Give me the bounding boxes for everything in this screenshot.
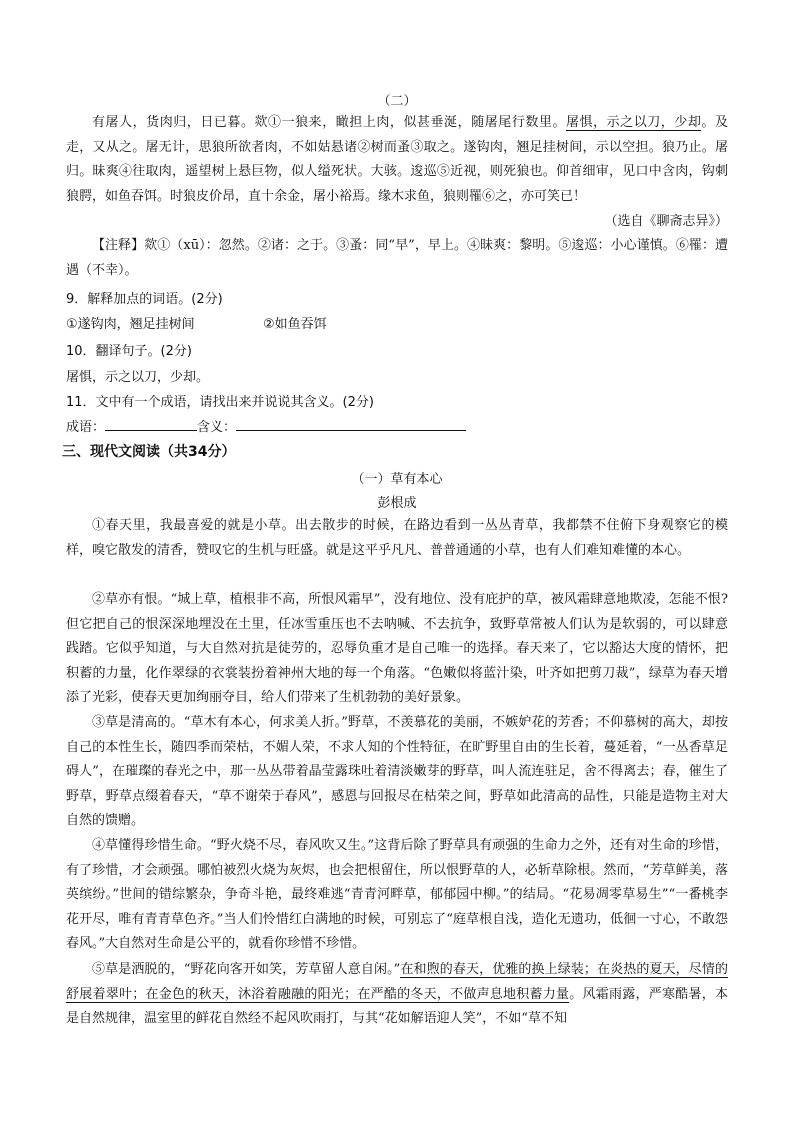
- underlined-sentence: 屠惧，示之以刀，少却: [566, 115, 702, 130]
- underlined-description: 在和煦的春天，优雅的换上绿装；在炎热的夏天，尽情的舒展着翠叶；在金色的秋天，沐浴着融融的阳光；在严酷的冬天，不做声息地积蓄力量: [66, 962, 728, 1002]
- passage-text-b: 。及走，又从之。屠无计，思狼所欲者肉，不如姑悬诸②树而蚤③取之。遂钩肉，翘足挂树间，示以空担。狼乃止。屠归。昧爽④往取肉，遥望树上悬巨物，似人缢死状。大骇。逡巡⑤近视，则死狼也。仰首细审，见口中含肉，钩刺狼腭，如鱼吞饵。时狼皮价昂，直十余金，屠小裕焉。缘木求鱼，狼则罹⑥之，亦可笑已！: [66, 115, 728, 204]
- meaning-label: 含义：: [197, 420, 237, 435]
- paragraph-5-text-b: 。风霜雨露，严寒酷暑，本是自然规律，温室里的鲜花自然经不起风吹雨打，与其“花如解语迎人笑”，不如“草不知: [66, 986, 728, 1026]
- article-paragraph-5: [66, 958, 728, 1032]
- article-paragraph-2: ②草亦有恨。“城上草，植根非不高，所恨风霜早”，没有地位、没有庇护的草，被风霜肆意地欺凌，怎能不恨?但它把自己的恨深深地埋没在土里，任冰雪重压也不去呐喊、不去抗争，致野草常被人们认为是软弱的，可以肆意践踏。它似乎知道，与大自然对抗是徒劳的，忍辱负重才是自己唯一的选择。春天来了，它以豁达大度的情怀，把积蓄的力量，化作翠绿的衣裳装扮着神州大地的每一个角落。“色嫩似将蓝汁染，叶齐如把剪刀裁”，绿草为春天增添了光彩，使春天更加绚丽夺目，给人们带来了生机勃勃的美好景象。: [66, 592, 728, 705]
- question-9-item-b: ②如鱼吞饵: [262, 317, 327, 332]
- article-paragraph-4: ④草懂得珍惜生命。“野火烧不尽，春风吹又生。”这背后除了野草具有顽强的生命力之外，还有对生命的珍惜，有了珍惜，才会顽强。哪怕被烈火烧为灰烬，也会把根留住，所以恨野草的人，必斩草除根。然而，“芳草鲜美，落英缤纷。”世间的错综繁杂，争奇斗艳，最终难逃“青青河畔草，郁郁园中柳。”的结局。“花易凋零草易生”“一番桃李花开尽，唯有青青草色齐。”当人们怜惜红白满地的时候，可别忘了“庭草根自浅，造化无遗功，低徊一寸心，不敢怨春风。”大自然对生命是公平的，就看你珍惜不珍惜。: [66, 838, 728, 951]
- section3-heading: 三、现代文阅读（共34分）: [62, 444, 236, 460]
- paragraph-5-text-a: ⑤草是洒脱的，“野花向客开如笑，芳草留人意自闲。”: [92, 962, 401, 977]
- question-10: 10．翻译句子。(2分): [66, 344, 192, 359]
- question-9: 9．解释加点的词语。(2分): [66, 292, 223, 307]
- passage-text-a: 有屠人，货肉归，日已暮。欻①一狼来，瞰担上肉，似甚垂涎，随屠尾行数里。: [92, 115, 566, 130]
- passage-source: （选自《聊斋志异》）: [604, 214, 728, 229]
- article-paragraph-1: ①春天里，我最喜爱的就是小草。出去散步的时候，在路边看到一丛丛青草，我都禁不住俯下身观察它的模样，嗅它散发的清香，赞叹它的生机与旺盛。就是这平乎凡凡、普普通通的小草，也有人们难知难懂的本心。: [66, 518, 728, 558]
- classical-passage: [66, 111, 728, 209]
- idiom-blank[interactable]: [105, 418, 197, 431]
- annotation-note: 【注释】欻①（xū）：忽然。②诸：之于。③蚤：同“早”，早上。④昧爽：黎明。⑤逡巡：小心谨慎。⑥罹：遭遇（不幸）。: [66, 238, 728, 278]
- question-9-items: [66, 313, 728, 332]
- question-11: 11．文中有一个成语，请找出来并说说其含义。(2分): [66, 395, 374, 410]
- section2-title: （二）: [377, 94, 417, 109]
- article-title: （一）草有本心: [351, 472, 443, 487]
- article-paragraph-3: ③草是清高的。“草木有本心，何求美人折。”野草，不羡慕花的美丽，不嫉妒花的芳香；不仰慕树的高大，却按自己的本性生长，随四季而荣枯，不媚人荣，不求人知的个性特征，在旷野里自由的生长着，蔓延着，“一丛香草足碍人”，在璀璨的春光之中，那一丛丛带着晶莹露珠吐着清淡嫩芽的野草，叫人流连驻足，舍不得离去；春，催生了野草，野草点缀着春天，“草不谢荣于春风”，感恩与回报尽在枯荣之间，野草如此清高的品性，只能是造物主对大自然的馈赠。: [66, 715, 728, 828]
- meaning-blank[interactable]: [236, 418, 466, 431]
- question-9-item-a: ①遂钩肉，翘足挂树间: [66, 317, 195, 332]
- article-author: 彭根成: [377, 496, 417, 511]
- question-10-sentence: 屠惧，示之以刀，少却。: [66, 370, 210, 385]
- question-11-answer: [66, 416, 728, 435]
- idiom-label: 成语：: [66, 420, 106, 435]
